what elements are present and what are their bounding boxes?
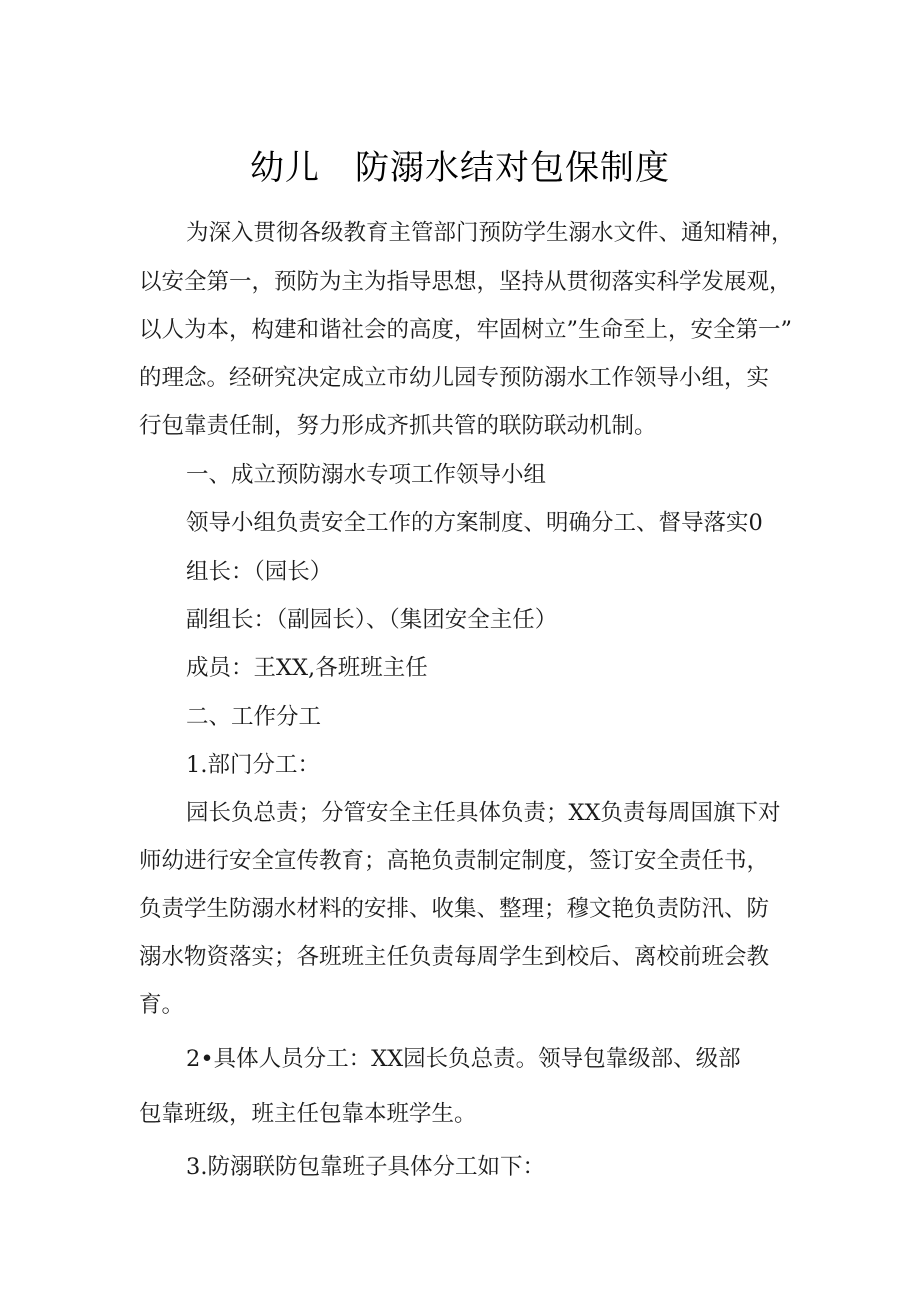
paragraph-line: 以人为本，构建和谐社会的高度，牢固树立”生命至上，安全第一”: [139, 317, 793, 343]
paragraph-line: 组长：（园长）: [186, 559, 333, 585]
paragraph-line: 行包靠责任制，努力形成齐抓共管的联防联动机制。: [139, 413, 657, 439]
paragraph-line: 负责学生防溺水材料的安排、收集、整理；穆文艳负责防汛、防: [139, 896, 770, 922]
paragraph-line: 包靠班级，班主任包靠本班学生。: [139, 1101, 477, 1127]
paragraph-line: 师幼进行安全宣传教育；高艳负责制定制度，签订安全责任书，: [139, 848, 770, 874]
document-title: 幼儿 防溺水结对包保制度: [250, 148, 670, 188]
paragraph-line: 育。: [139, 992, 185, 1018]
paragraph-line: 为深入贯彻各级教育主管部门预防学生溺水文件、通知精神，: [186, 220, 794, 246]
paragraph-line: 领导小组负责安全工作的方案制度、明确分工、督导落实0: [186, 510, 763, 536]
paragraph-line: 的理念。经研究决定成立市幼儿园专预防溺水工作领导小组，实: [139, 365, 770, 391]
section-heading: 二、工作分工: [186, 704, 322, 730]
paragraph-line: 成员：王XX,各班班主任: [186, 655, 428, 681]
subsection-heading: 3.防溺联防包靠班子具体分工如下：: [186, 1154, 545, 1180]
paragraph-line: 溺水物资落实；各班班主任负责每周学生到校后、离校前班会教: [139, 944, 770, 970]
section-heading: 一、成立预防溺水专项工作领导小组: [186, 462, 547, 488]
paragraph-line: 2•具体人员分工：XX园长负总责。领导包靠级部、级部: [186, 1046, 741, 1072]
paragraph-line: 园长负总责；分管安全主任具体负责；XX负责每周国旗下对: [186, 800, 781, 826]
subsection-heading: 1.部门分工：: [186, 752, 320, 778]
paragraph-line: 副组长：（副园长）、（集团安全主任）: [186, 607, 558, 633]
paragraph-line: 以安全第一，预防为主为指导思想，坚持从贯彻落实科学发展观，: [139, 269, 792, 295]
